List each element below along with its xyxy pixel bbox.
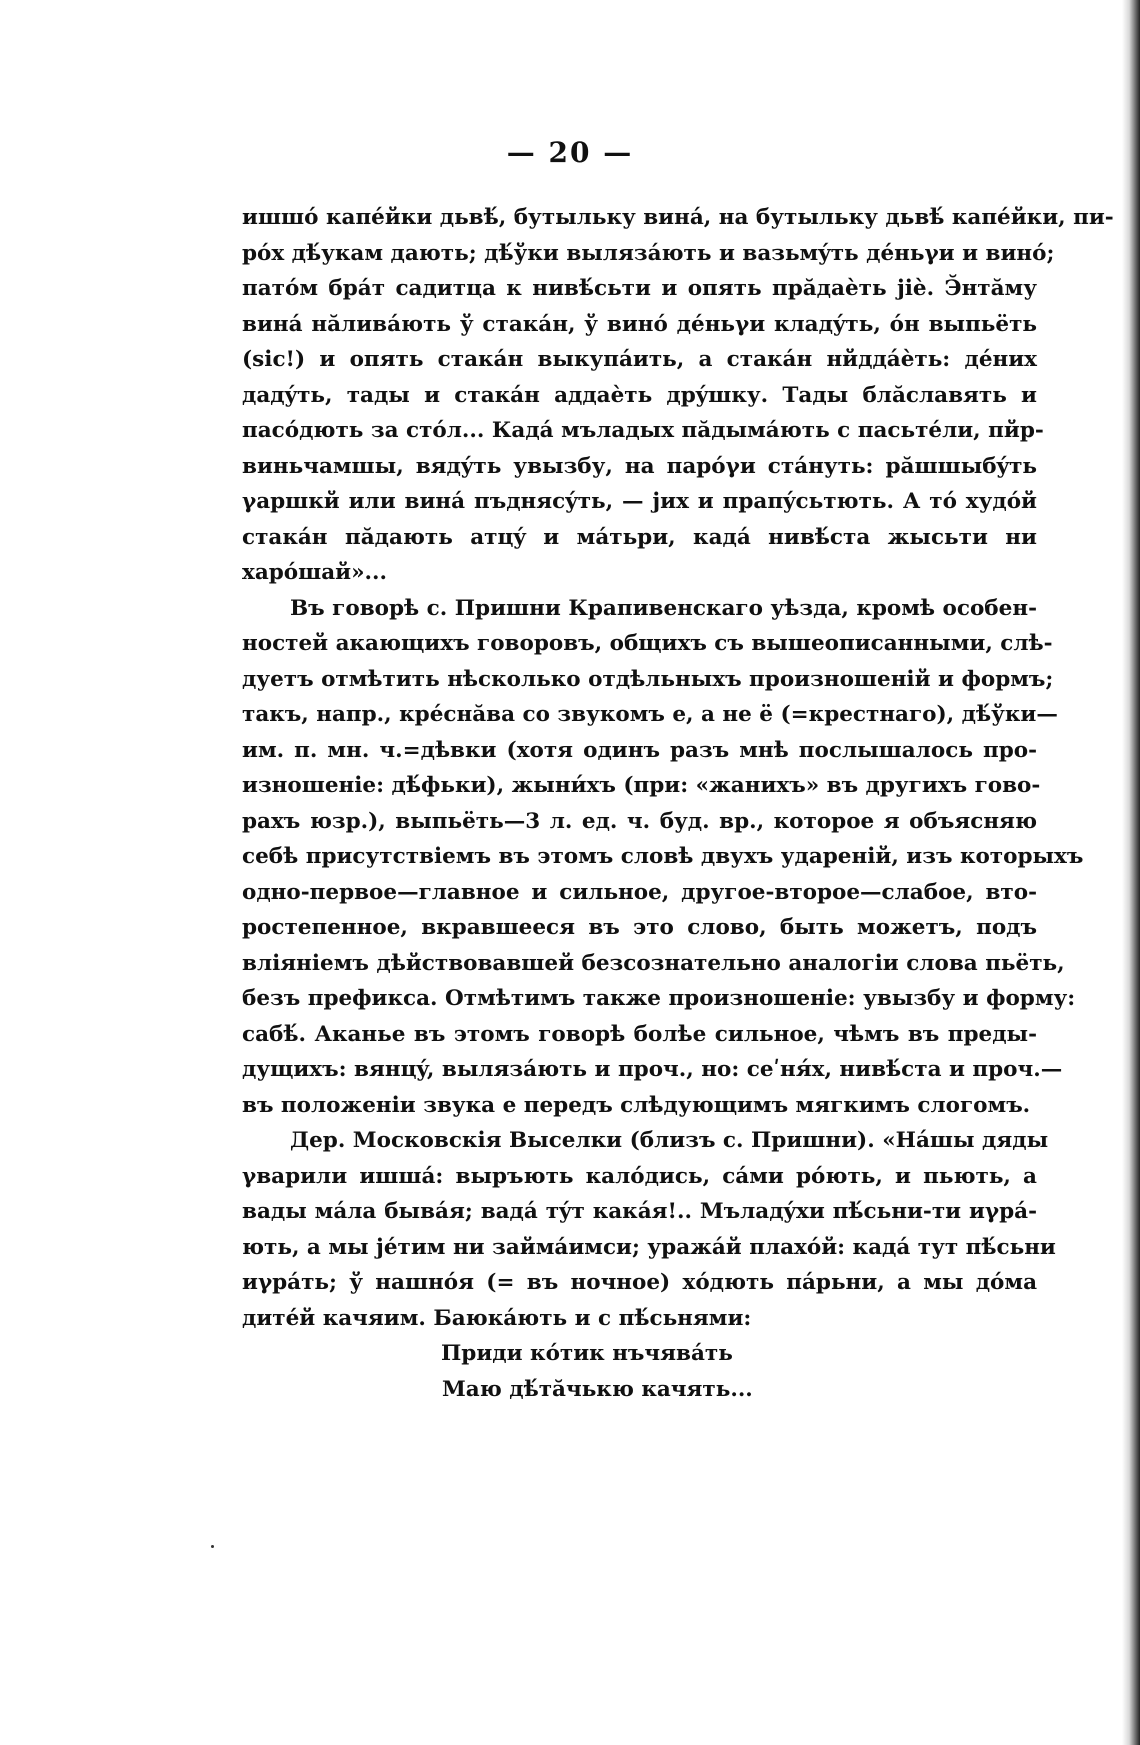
text-line: дитéй качяим. Баюкáють и с пѣ́сьнями: — [242, 1305, 752, 1331]
text-line: въ положеніи звука е передъ слѣдующимъ мягкимъ слогомъ. — [242, 1092, 1031, 1118]
text-line: им. п. мн. ч.=дѣвки (хотя одинъ разъ мнѣ послышалось про- — [242, 737, 1037, 763]
text-line: патóм брáт садитца к нивѣ́сьти и опять прӑдаѐть jiѐ. Э̆нтӑму — [242, 276, 1037, 301]
text-line: себѣ присутствіемъ въ этомъ словѣ двухъ удареній, изъ которыхъ — [242, 844, 1084, 869]
text-line: рахъ юзр.), выпьёть—3 л. ед. ч. буд. вр., которое я объясняю — [242, 808, 1037, 834]
text-line: ностей акающихъ говоровъ, общихъ съ вышеописанными, слѣ- — [242, 631, 1053, 656]
text-line: γаршкй или винá пъднясýть, — jих и прапýсьтють. А тó худóй — [242, 489, 1037, 514]
text-line: одно-первое—главное и сильное, другое-второе—слабое, вто- — [242, 879, 1037, 905]
page-number: — 20 — — [506, 136, 634, 169]
text-line: рóх дѣ́укам дають; дѣ́ўки вылязáють и вазьмýть дéньγи и винó; — [242, 240, 1055, 266]
text-line: γварили ишшá: выръють калóдись, сáми рóють, и пьють, а — [242, 1163, 1037, 1189]
text-line: изношеніе: дѣ́фьки), жыни́хъ (при: «жанихъ» въ другихъ гово- — [242, 773, 1041, 798]
text-line: виньчамшы, вядýть увызбу, на парóγи стáнуть: рӑшшыбýть — [242, 453, 1037, 479]
body-text — [242, 200, 1114, 1407]
text-line: иγрáть; ў нашнóя (= въ ночное) хóдють пáрьни, а мы дóма — [242, 1270, 1037, 1295]
text-line: ють, а мы jéтим ни займáимси; уража́й плахóй: кадá тут пѣ́сьни — [242, 1234, 1056, 1260]
text-line: сабѣ́. Аканье въ этомъ говорѣ болѣе сильное, чѣмъ въ преды- — [242, 1021, 1037, 1047]
page-edge-shadow — [1122, 0, 1140, 1745]
text-line: дуетъ отмѣтить нѣсколько отдѣльныхъ произношеній и формъ; — [242, 666, 1054, 692]
text-line: безъ префикса. Отмѣтимъ также произношеніе: увызбу и форму: — [242, 986, 1076, 1011]
text-line: дадýть, тады и стакáн аддаѐть дрýшку. Тады блӑславять и — [242, 382, 1037, 408]
text-line: (sic!) и опять стакáн выкупáить, а стакáн нйдда́ѐть: дéних — [242, 347, 1037, 372]
text-line: ростепенное, вкравшееся въ это слово, быть можетъ, подъ — [242, 915, 1037, 940]
verse-line: Маю дѣ́тӑчькю качять... — [442, 1376, 753, 1402]
text-line: вліяніемъ дѣйствовавшей безсознательно аналогіи слова пьёть, — [242, 950, 1065, 976]
text-line: вады мáла бывáя; вадá тýт кака́я!.. Мъладýхи пѣ́сьни-ти иγрá- — [242, 1199, 1037, 1224]
text-line: такъ, напр., крéснӑва со звукомъ е, а не ё (=крестнаго), дѣ́ўки— — [242, 702, 1058, 727]
text-line: стакáн пӑдають атцý и мáтьри, кадá нивѣ́ста жысьти ни — [242, 524, 1037, 550]
print-speck — [211, 1545, 214, 1548]
text-line: винá нӑливáють ў стакáн, ў винó дéньγи кладýть, óн выпьёть — [242, 311, 1037, 337]
text-line: харóшай»... — [242, 560, 387, 585]
text-line: дущихъ: вянцý, вылязáють и проч., но: сеʹня́х, нивѣ́ста и проч.— — [242, 1057, 1063, 1082]
paragraph-start-line: Въ говорѣ с. Пришни Крапивенскаго уѣзда, кромѣ особен- — [290, 595, 1037, 621]
paragraph-start-line: Дер. Московскія Выселки (близъ с. Пришни). «На́шы дяды — [290, 1128, 1049, 1153]
text-line: пасóдють за стóл... Кадá мъладых пӑдымáють с пасьтéли, пйр- — [242, 418, 1044, 443]
text-line: ишшó капéйки дьвѣ́, бутыльку винá, на бутыльку дьвѣ́ капéйки, пи- — [242, 205, 1114, 230]
verse-line: Приди кóтик нъчявáть — [441, 1341, 733, 1366]
